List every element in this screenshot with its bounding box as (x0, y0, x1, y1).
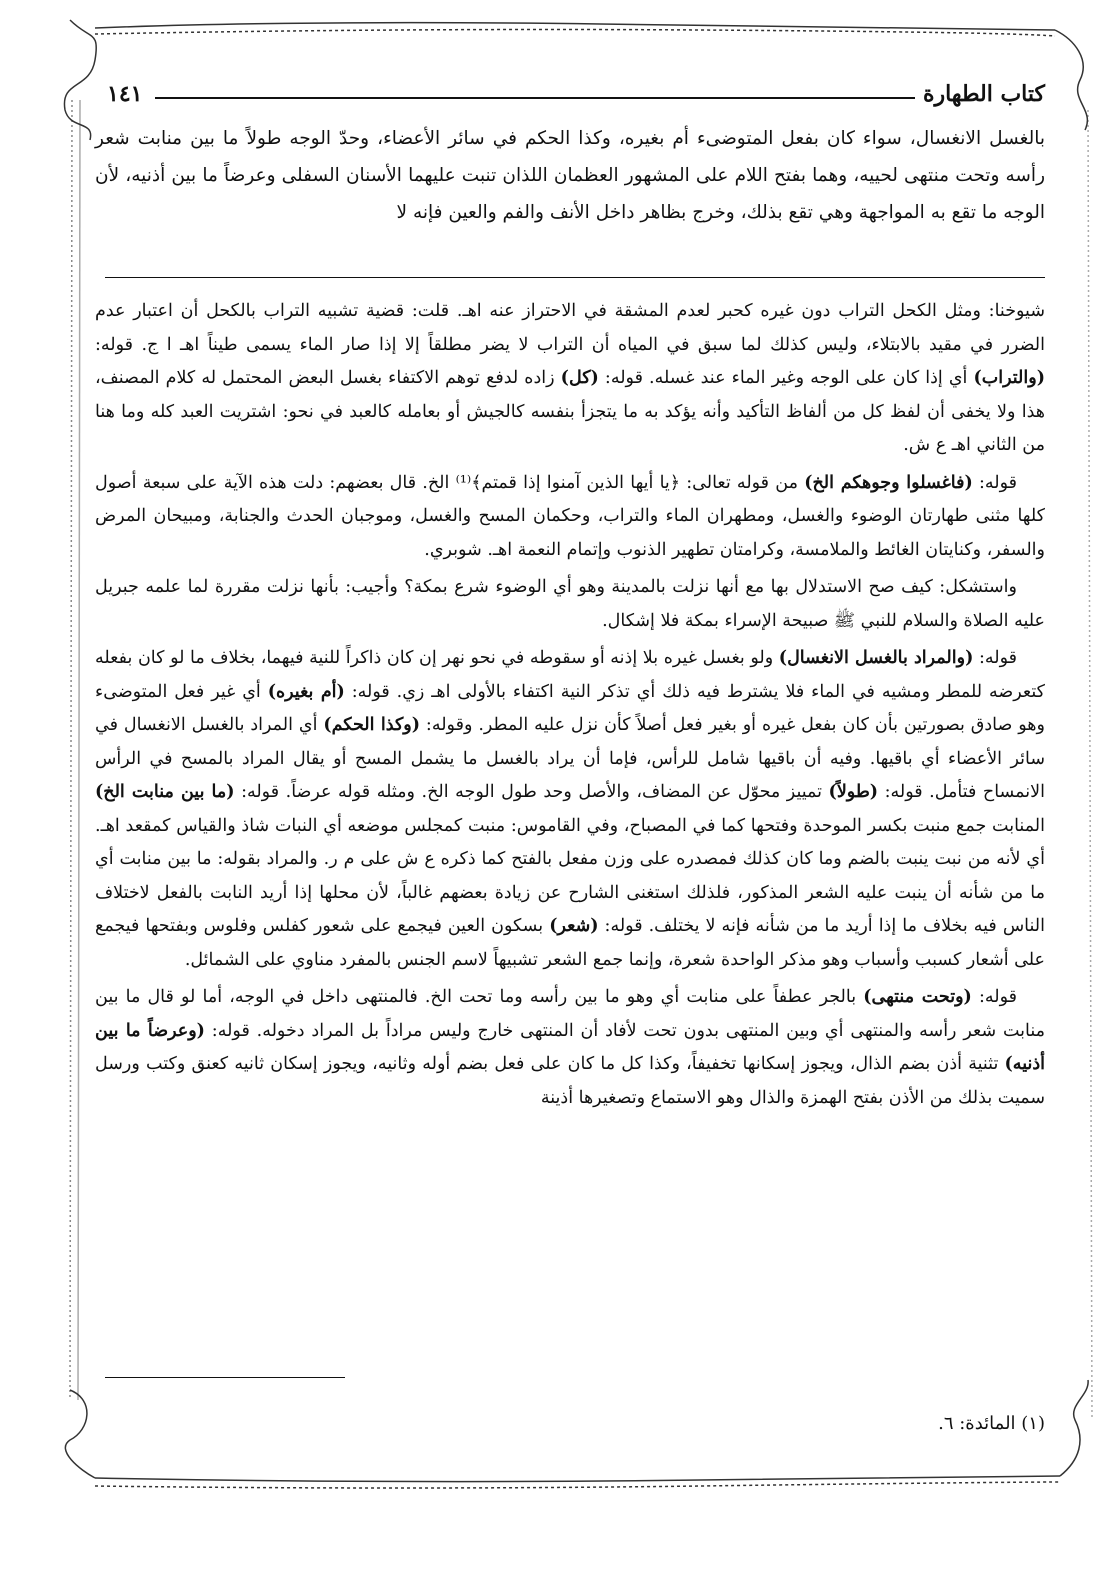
footnote: (١) المائدة: ٦. (938, 1413, 1045, 1434)
running-header (95, 75, 1045, 115)
page-number: ١٤١ (107, 81, 143, 107)
commentary-paragraph-2: قوله: (فاغسلوا وجوهكم الخ) من قوله تعالى: ﴿يا أيها الذين آمنوا إذا قمتم﴾⁽¹⁾ الخ. قال بعضهم: دلت هذه الآية على سبعة أصول كلها مثنى طهارتان الوضوء والغسل، ومطهران الماء والتراب، وحكمان المسح والغسل، وموجبان الحدث والجنابة، ومبيحان المرض والسفر، وكنايتان الغائط والملامسة، وكرامتان تطهير الذنوب وإتمام النعمة اهـ. شوبري. (95, 472, 1045, 560)
commentary (95, 295, 1045, 1119)
commentary-paragraph-5: قوله: (وتحت منتهى) بالجر عطفاً على منابت أي وهو ما بين رأسه وما تحت الخ. فالمنتهى داخل في الوجه، أما لو قال ما بين منابت شعر رأسه والمنتهى أي وبين المنتهى بدون تحت لأفاد أن المنتهى خارج وليس مراداً بل المراد دخوله. قوله: (وعرضاً ما بين أذنيه) تثنية أذن بضم الذال، ويجوز إسكانها تخفيفاً، وكذا كل ما كان على فعل بضم أوله وثانيه، ويجوز إسكان ثانيه كعنق وكتب ورسل سميت بذلك من الأذن بفتح الهمزة والذال وهو الاستماع وتصغيرها أذينة (95, 987, 1045, 1108)
chapter-title: كتاب الطهارة (922, 81, 1045, 107)
main-text: بالغسل الانغسال، سواء كان بفعل المتوضىء أم بغيره، وكذا الحكم في سائر الأعضاء، وحدّ الوجه طولاً ما بين منابت شعر رأسه وتحت منتهى لحييه، وهما بفتح اللام على المشهور العظمان اللذان تنبت عليهما الأسنان السفلى وعرضاً ما بين أذنيه، لأن الوجه ما تقع به المواجهة وهي تقع بذلك، وخرج بظاهر داخل الأنف والفم والعين فإنه لا (95, 128, 1045, 223)
book-page (95, 75, 1045, 1505)
main-commentary-divider (105, 277, 1045, 278)
commentary-paragraph-3: واستشكل: كيف صح الاستدلال بها مع أنها نزلت بالمدينة وهو أي الوضوء شرع بمكة؟ وأجيب: بأنها نزلت مقررة لما علمه جبريل عليه الصلاة والسلام للنبي ﷺ صبيحة الإسراء بمكة فلا إشكال. (95, 577, 1045, 631)
header-rule (155, 97, 915, 99)
commentary-paragraph-4: قوله: (والمراد بالغسل الانغسال) ولو بغسل غيره بلا إذنه أو سقوطه في نحو نهر إن كان ذاكراً للنية فيهما، بخلاف ما لو كان بفعله كتعرضه للمطر ومشيه في الماء فلا يشترط فيه ذلك أي تذكر النية اكتفاء بالأولى اهـ زي. قوله: (أم بغيره) أي غير فعل المتوضىء وهو صادق بصورتين بأن كان بفعل غيره أو بغير فعل أصلاً كأن نزل عليه المطر. وقوله: (وكذا الحكم) أي المراد بالغسل الانغسال في سائر الأعضاء أي باقيها. وفيه أن باقيها شامل للرأس، فإما أن يراد بالغسل ما يشمل المسح أو يقال المراد بالمسح في الرأس الانمساح فتأمل. قوله: (طولاً) تمييز محوّل عن المضاف، والأصل وحد طول الوجه الخ. ومثله قوله عرضاً. قوله: (ما بين منابت الخ) المنابت جمع منبت بكسر الموحدة وفتحها كما في المصباح، وفي القاموس: منبت كمجلس موضعه أي النبات شاذ والقياس كمقعد اهـ. أي لأنه من نبت ينبت بالضم وما كان كذلك فمصدره على وزن مفعل بالفتح كما ذكره ع ش على م ر. والمراد بقوله: ما بين منابت أي ما من شأنه أن ينبت عليه الشعر المذكور، فلذلك استغنى الشارح عن زيادة بعضهم غالباً، لأن محلها إذا أريد النابت بالفعل لاختلاف الناس فيه بخلاف ما إذا أريد ما من شأنه فإنه لا يختلف. قوله: (شعر) بسكون العين فيجمع على شعور كفلس وفلوس وبفتحها فيجمع على أشعار كسبب وأسباب وهو مذكر الواحدة شعرة، وإنما جمع الشعر تشبيهاً لاسم الجنس بالمفرد مناوي على الشمائل. (95, 648, 1045, 970)
commentary-paragraph-1: شيوخنا: ومثل الكحل التراب دون غيره كحبر لعدم المشقة في الاحتراز عنه اهـ. قلت: قضية تشبيه التراب بالكحل أن اعتبار عدم الضرر في مقيد بالابتلاء، وليس كذلك لما سبق في المياه أن التراب لا يضر مطلقاً إلا إذا صار الماء يسمى طيناً اهـ ا ج. قوله: (والتراب) أي إذا كان على الوجه وغير الماء عند غسله. قوله: (كل) زاده لدفع توهم الاكتفاء بغسل البعض المحتمل له كلام المصنف، هذا ولا يخفى أن لفظ كل من ألفاظ التأكيد وأنه يؤكد به ما يتجزأ بنفسه كالجيش أو بعامله كالعبد في نحو: اشتريت العبد كله وما هنا من الثاني اهـ ع ش. (95, 301, 1045, 455)
footnote-divider (105, 1377, 345, 1378)
